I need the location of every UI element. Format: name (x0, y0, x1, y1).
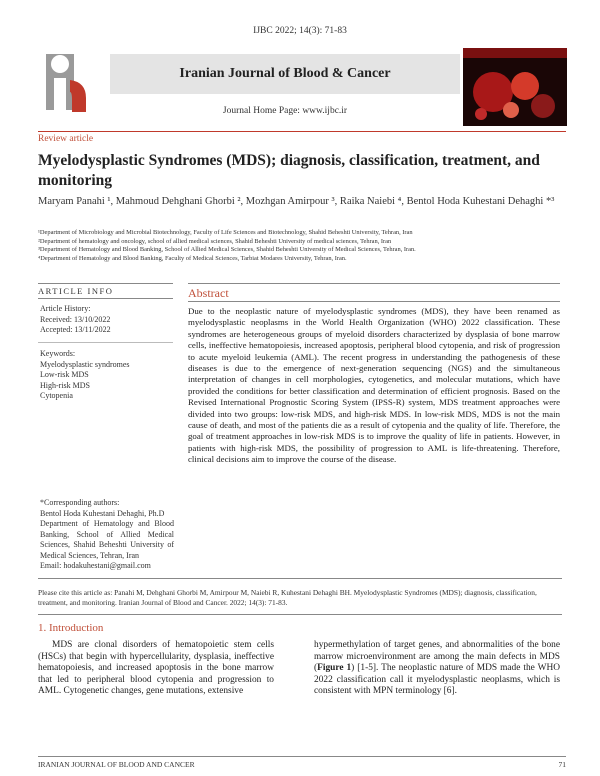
keyword-item: Myelodysplastic syndromes (40, 359, 130, 369)
journal-title-band (110, 54, 460, 94)
affiliations (38, 229, 566, 263)
corresponding-label: *Corresponding authors: (40, 498, 120, 507)
intro-right-column (314, 640, 560, 698)
journal-logo-icon (42, 50, 90, 116)
intro-left-column: MDS are clonal disorders of hematopoietic stem cells (HSCs) that begin with hypercellularity, dysplasia, ineffective hematopoiesis, and increased apoptosis in the bone marrow that led to peripheral blood cytopenia and progression to AML. Cytogenetic changes, gene mutations, extensive (38, 640, 274, 697)
cite-as: Please cite this article as: Panahi M, Dehghani Ghorbi M, Amirpour M, Naiebi R, Kuhestani Dehaghi BH. Myelodysplastic Syndromes (MDS); diagnosis, classification, treatment, and monitoring. Iranian Journal of Blood and Cancer. 2022; 14(3): 71-83. (38, 588, 537, 607)
accepted-date: Accepted: 13/11/2022 (40, 325, 111, 334)
affiliation-4: ⁴Department of Hematology and Blood Banking, Faculty of Medical Sciences, Tarbiat Modares University, Tehran, Iran. (38, 254, 347, 262)
affiliation-1: ¹Department of Microbiology and Microbial Biotechnology, Faculty of Life Sciences and Biotechnology, Shahid Beheshti University, Tehran, Iran (38, 229, 413, 236)
info-top-rule (38, 283, 173, 284)
affiliation-2: ²Department of hematology and oncology, school of allied medical sciences, Shahid Beheshti University of medical sciences, Tehran, Iran (38, 237, 392, 245)
keyword-item: Low-risk MDS (40, 370, 89, 379)
corresponding-email[interactable]: Email: hodakuhestani@gmail.com (40, 561, 151, 570)
history-label: Article History: (40, 304, 91, 313)
journal-home-link[interactable]: Journal Home Page: www.ijbc.ir (222, 106, 348, 116)
article-title: Myelodysplastic Syndromes (MDS); diagnosis, classification, treatment, and monitoring (38, 152, 540, 189)
journal-citation: IJBC 2022; 14(3): 71-83 (253, 26, 347, 36)
affiliation-3: ³Department of Hematology and Blood Banking, School of Allied Medical Sciences, Shahid Beheshti University of Medical Sciences, Tehran, Iran. (38, 246, 416, 254)
journal-header (38, 44, 566, 130)
header-divider (38, 131, 566, 132)
received-date: Received: 13/10/2022 (40, 314, 111, 324)
info-header-rule (38, 298, 173, 299)
keyword-item: High-risk MDS (40, 380, 91, 390)
journal-cover-image (463, 48, 567, 126)
article-type: Review article (38, 134, 94, 144)
abstract-heading: Abstract (188, 286, 229, 300)
keywords-block (40, 349, 175, 402)
keywords-label: Keywords: (40, 349, 76, 358)
abstract-top-rule (188, 283, 560, 284)
corresponding-name: Bentol Hoda Kuhestani Dehaghi, Ph.D (40, 508, 165, 518)
history-rule (38, 342, 173, 343)
journal-title: Iranian Journal of Blood & Cancer (179, 66, 391, 81)
figure-reference[interactable]: Figure 1 (317, 663, 352, 674)
article-info-header: ARTICLE INFO (38, 286, 114, 296)
page-footer (38, 760, 566, 769)
keyword-item: Cytopenia (40, 391, 73, 400)
intro-text: ) [1-5]. The neoplastic nature of MDS made the WHO 2022 classification call it myelodysplastic neoplasms, which is consistent with MPN terminology [6]. (314, 663, 560, 697)
abstract-header-rule (188, 301, 560, 302)
cite-bottom-rule (38, 614, 562, 615)
intro-text: hypermethylation of target genes, and abnormalities of the bone marrow microenvironment are among the main defects in MDS ( (314, 640, 560, 674)
abstract-text: Due to the neoplastic nature of myelodysplastic syndromes (MDS), they have been renamed as myelodysplastic neoplasms in the World Health Organization (WHO) 2022 classification. These syndromes are heterogeneous groups of myeloid disorders characterized by dysplasia of bone marrow cells, ineffective hematopoiesis, increased apoptosis, peripheral blood cytopenia, and risk of progression to acute myeloid leukemia (AML). The recent progress in understanding the pathogenesis of these diseases is due to the emergence of next-generation sequencing (NGS) and the simultaneous interpretation of changes in cell morphologies, cytogenetics, and molecular mutations, which have provided the conditions for better classification and determination of efficient prognosis. Based on the Revised International Prognostic Scoring System (IPSS-R) system, MDS treatment approaches were divided into two groups: low-risk MDS, and high-risk MDS. In low-risk MDS, MDS is not the main cause of death, and most of the patients die as a result of cytopenia and the quality of life. Therefore, the goal of treatment approaches in low-risk MDS is to improve the quality of life in patients. However, in patients with high-risk MDS, the possibility of progression to AML is life-threatening. Therefore, clinical decisions aim to improve the course of the disease. (188, 306, 560, 465)
page-number: 71 (558, 760, 566, 769)
corresponding-address: Department of Hematology and Blood Banking, School of Allied Medical Sciences, Shahid Beheshti University of Medical Sciences, Tehran, Iran (40, 519, 174, 560)
article-history (40, 304, 175, 336)
section-heading-introduction: 1. Introduction (38, 622, 104, 634)
cite-top-rule (38, 578, 562, 579)
footer-journal: IRANIAN JOURNAL OF BLOOD AND CANCER (38, 760, 195, 769)
author-list: Maryam Panahi ¹, Mahmoud Dehghani Ghorbi ², Mozhgan Amirpour ³, Raika Naiebi ⁴, Bentol Hoda Kuhestani Dehaghi *³ (38, 196, 555, 207)
footer-rule (38, 756, 566, 757)
corresponding-author-block (40, 498, 174, 572)
